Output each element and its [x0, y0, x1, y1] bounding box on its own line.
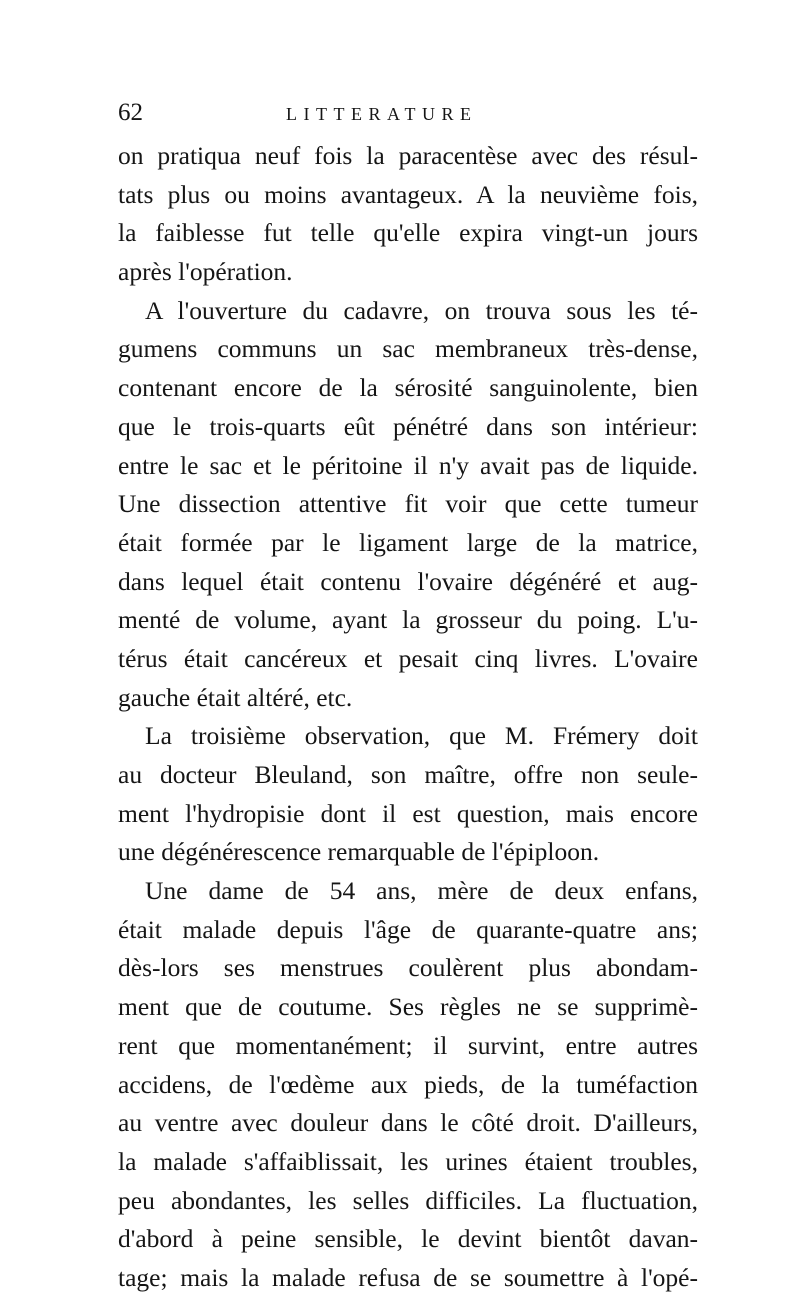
text-line: était malade depuis l'âge de quarante-quatre ans; [118, 914, 698, 944]
text-line: dans lequel était contenu l'ovaire dégénéré et aug- [118, 566, 698, 596]
text-line: au docteur Bleuland, son maître, offre non seule- [118, 760, 698, 789]
text-line: Une dissection attentive fit voir que cette tumeur [118, 489, 698, 519]
paragraph-3 [118, 717, 698, 872]
text-line: gauche était altéré, etc. [118, 682, 353, 712]
text-line: peu abondantes, les selles difficiles. La fluctuation, [118, 1185, 698, 1215]
text-line: rent que momentanément; il survint, entre autres [118, 1030, 698, 1060]
text-line: ment l'hydropisie dont il est question, mais encore [118, 798, 698, 828]
text-line: contenant encore de la sérosité sanguinolente, bien [118, 373, 698, 403]
text-line: d'abord à peine sensible, le devint bientôt davan- [118, 1224, 698, 1254]
paragraph-1 [118, 137, 698, 292]
text-line: tage; mais la malade refusa de se soumettre à l'opé- [118, 1262, 698, 1292]
text-line: ment que de coutume. Ses règles ne se supprimè- [118, 992, 698, 1022]
text-line: dès-lors ses menstrues coulèrent plus abondam- [118, 953, 698, 983]
text-line: au ventre avec douleur dans le côté droit. D'ailleurs, [118, 1108, 698, 1138]
text-line: on pratiqua neuf fois la paracentèse avec des résul- [118, 141, 698, 170]
text-line: que le trois-quarts eût pénétré dans son intérieur: [118, 411, 698, 441]
body-text [118, 137, 698, 1298]
text-line: menté de volume, ayant la grosseur du poing. L'u- [118, 605, 698, 635]
text-line: tats plus ou moins avantageux. A la neuvième fois, [118, 179, 698, 209]
page-header [118, 98, 698, 130]
text-line: térus était cancéreux et pesait cinq livres. L'ovaire [118, 643, 698, 673]
text-line: la faiblesse fut telle qu'elle expira vingt-un jours [118, 218, 698, 248]
text-line: gumens communs un sac membraneux très-dense, [118, 334, 698, 364]
text-line: une dégénérescence remarquable de l'épiploon. [118, 837, 600, 867]
text-line: la malade s'affaiblissait, les urines étaient troubles, [118, 1146, 698, 1176]
paragraph-2 [118, 292, 698, 718]
page-number: 62 [118, 99, 143, 126]
text-line: A l'ouverture du cadavre, on trouva sous les té- [145, 295, 698, 325]
paragraph-4 [118, 872, 698, 1298]
text-line: entre le sac et le péritoine il n'y avait pas de liquide. [118, 450, 698, 480]
running-title: LITTERATURE [286, 104, 478, 124]
text-line: accidens, de l'œdème aux pieds, de la tuméfaction [118, 1069, 698, 1099]
text-line: Une dame de 54 ans, mère de deux enfans, [145, 876, 698, 906]
text-line: était formée par le ligament large de la matrice, [118, 527, 698, 557]
text-line: La troisième observation, que M. Frémery doit [145, 721, 698, 751]
text-line: après l'opération. [118, 257, 293, 287]
